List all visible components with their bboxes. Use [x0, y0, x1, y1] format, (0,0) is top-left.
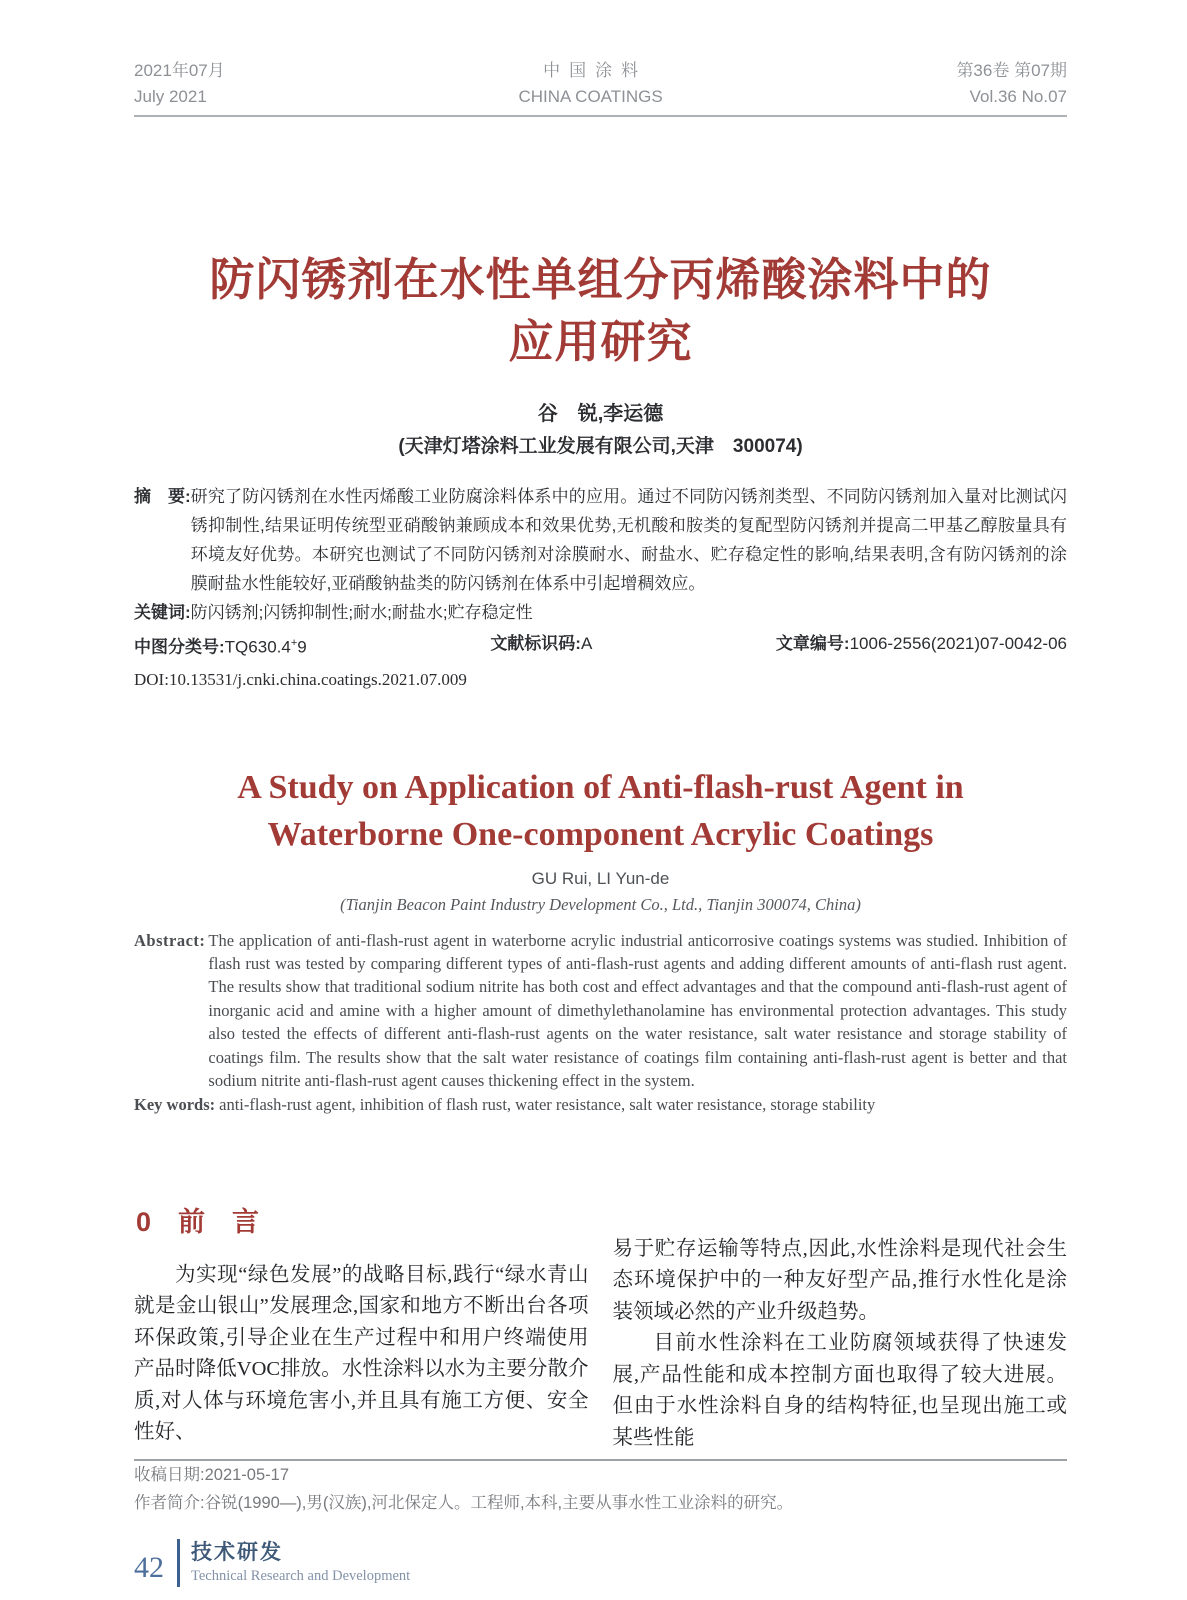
document-code-label: 文献标识码:: [490, 634, 581, 653]
document-code-value: A: [580, 634, 593, 653]
body-columns: [134, 1206, 1067, 1455]
header-volume-info: [956, 58, 1067, 110]
journal-name-cn: 中国涂料: [543, 61, 648, 80]
author-bio-text: 谷锐(1990—),男(汉族),河北保定人。工程师,本科,主要从事水性工业涂料的研究。: [204, 1494, 794, 1513]
received-date-label: 收稿日期:: [134, 1466, 205, 1485]
author-bio: [134, 1489, 1067, 1517]
keywords-en-label: Key words:: [134, 1094, 216, 1114]
affiliation-cn: (天津灯塔涂料工业发展有限公司,天津 300074): [398, 436, 803, 457]
body-paragraph: 为实现“绿色发展”的战略目标,践行“绿水青山就是金山银山”发展理念,国家和地方不断出台各项环保政策,引导企业在生产过程中和用户终端使用产品时降低VOC排放。水性涂料以水为主要分散介质,对人体与环境危害小,并且具有施工方便、安全性好、: [134, 1263, 589, 1444]
article-title-en: [134, 764, 1067, 858]
keywords-cn-text: 防闪锈剂;闪锈抑制性;耐水;耐盐水;贮存稳定性: [190, 603, 533, 622]
page-footer: [134, 1539, 1067, 1587]
keywords-cn-label: 关键词:: [134, 603, 191, 622]
abstract-en-label: Abstract:: [134, 930, 206, 950]
page-number: 42: [134, 1551, 164, 1585]
section-0-heading: 0 前 言: [136, 1206, 260, 1237]
article-title-cn-line2: 应用研究: [508, 316, 693, 367]
article-title-cn: [134, 249, 1067, 373]
clc-superscript: +: [290, 637, 298, 649]
header-divider: [134, 115, 1067, 117]
received-date: [134, 1461, 1067, 1489]
header-issue-date: [134, 58, 225, 110]
doi: DOI:10.13531/j.cnki.china.coatings.2021.07.009: [134, 669, 467, 689]
received-date-value: 2021-05-17: [204, 1466, 289, 1485]
article-title-en-line1: A Study on Application of Anti-flash-rust Agent in: [237, 768, 964, 806]
header-journal-name: [518, 58, 662, 110]
keywords-cn: [134, 598, 1067, 627]
footer-vertical-bar: [177, 1539, 180, 1587]
clc-number: [134, 629, 307, 662]
abstract-cn-label: 摘 要:: [134, 487, 191, 506]
abstract-en-text: The application of anti-flash-rust agent in waterborne acrylic industrial anticorrosive coatings systems was studied. Inhibition of flash rust was tested by comparing different types of anti-flash-rust agents and adding different amounts of anti-flash rust agent. The results show that traditional sodium nitrite has both cost and effect advantages and that the compound anti-flash-rust agent of inorganic acid and amine with a higher amount of dimethylethanolamine has environmental protection advantages. This study also tested the effects of different anti-flash-rust agents on the water resistance, salt water resistance and storage stability of coatings film. The results show that the salt water resistance of coatings film containing anti-flash-rust agent is better and that sodium nitrite anti-flash-rust agent causes thickening effect in the system.: [208, 930, 1067, 1091]
keywords-en-text: anti-flash-rust agent, inhibition of flash rust, water resistance, salt water resistance, storage stability: [219, 1094, 876, 1114]
article-title-en-line2: Waterborne One-component Acrylic Coatings: [267, 815, 934, 853]
affiliation-en: (Tianjin Beacon Paint Industry Development Co., Ltd., Tianjin 300074, China): [340, 894, 861, 914]
authors-en: GU Rui, LI Yun-de: [531, 868, 670, 888]
article-title-cn-line1: 防闪锈剂在水性单组分丙烯酸涂料中的: [209, 254, 992, 305]
footer-column-en: Technical Research and Development: [191, 1568, 411, 1585]
clc-tail: 9: [297, 637, 307, 657]
author-bio-label: 作者简介:: [134, 1494, 205, 1513]
abstract-en: [134, 929, 1067, 1093]
authors-cn: 谷 锐,李运德: [537, 403, 664, 425]
volume-info-cn: 第36卷 第07期: [956, 61, 1067, 80]
clc-base: TQ630.4: [224, 637, 291, 657]
journal-header: [134, 58, 1067, 110]
issue-date-en: July 2021: [134, 87, 207, 106]
body-paragraph: 易于贮存运输等特点,因此,水性涂料是现代社会生态环境保护中的一种友好型产品,推行水性化是涂装领域必然的产业升级趋势。: [612, 1237, 1067, 1323]
article-id: [776, 629, 1067, 662]
keywords-en: [134, 1093, 1067, 1116]
footer-column-cn: 技术研发: [191, 1541, 283, 1565]
classification-row: [134, 629, 1067, 662]
article-id-value: 1006-2556(2021)07-0042-06: [849, 634, 1067, 653]
abstract-cn: [134, 482, 1067, 598]
issue-date-cn: 2021年07月: [134, 61, 225, 80]
footer-column-title: [191, 1540, 410, 1586]
journal-name-en: CHINA COATINGS: [518, 87, 663, 106]
volume-info-en: Vol.36 No.07: [969, 87, 1067, 106]
article-id-label: 文章编号:: [775, 634, 850, 653]
body-column-right: [613, 1206, 1068, 1455]
body-column-left: [134, 1206, 589, 1455]
clc-label: 中图分类号:: [134, 637, 225, 657]
document-code: [490, 629, 592, 662]
abstract-cn-text: 研究了防闪锈剂在水性丙烯酸工业防腐涂料体系中的应用。通过不同防闪锈剂类型、不同防闪锈剂加入量对比测试闪锈抑制性,结果证明传统型亚硝酸钠兼顾成本和效果优势,无机酸和胺类的复配型防闪锈剂并提高二甲基乙醇胺量具有环境友好优势。本研究也测试了不同防闪锈剂对涂膜耐水、耐盐水、贮存稳定性的影响,结果表明,含有防闪锈剂的涂膜耐盐水性能较好,亚硝酸钠盐类的防闪锈剂在体系中引起增稠效应。: [190, 487, 1067, 593]
body-paragraph: 目前水性涂料在工业防腐领域获得了快速发展,产品性能和成本控制方面也取得了较大进展。但由于水性涂料自身的结构特征,也呈现出施工或某些性能: [612, 1332, 1067, 1449]
